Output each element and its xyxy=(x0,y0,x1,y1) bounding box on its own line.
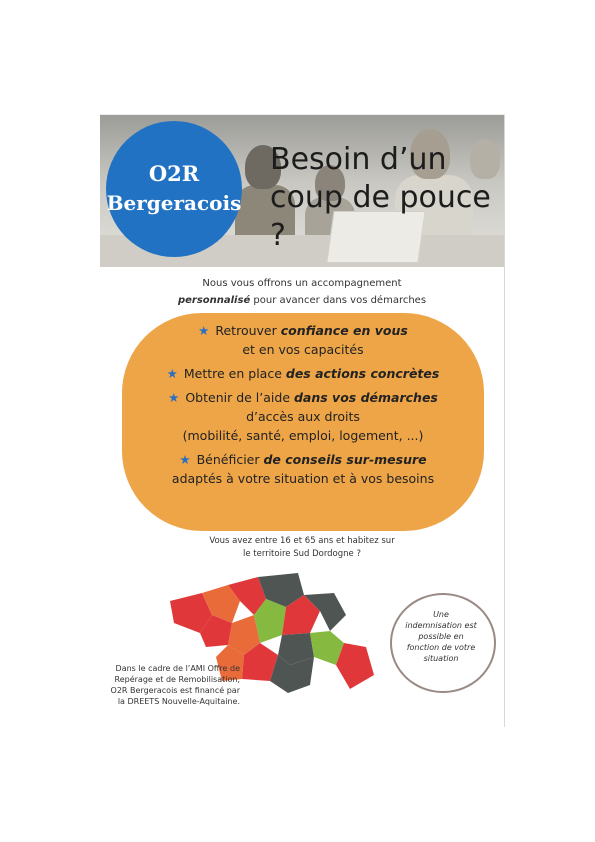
headline-line1: Besoin d’un xyxy=(270,142,447,177)
benefit-item xyxy=(122,450,484,488)
benefit-emphasis: confiance en vous xyxy=(280,323,408,338)
badge-line1: O2R xyxy=(148,161,200,186)
badge-line2: Bergeracois xyxy=(106,191,242,215)
headline xyxy=(270,141,500,255)
header-banner xyxy=(100,115,504,267)
benefit-line3: (mobilité, santé, emploi, logement, ...) xyxy=(182,428,424,443)
benefit-line2: et en vos capacités xyxy=(242,342,364,357)
benefit-text: Mettre en place xyxy=(183,366,286,381)
benefit-emphasis: dans vos démarches xyxy=(293,390,438,405)
benefit-line2: adaptés à votre situation et à vos besoins xyxy=(171,471,435,486)
headline-line2: coup de pouce ? xyxy=(270,180,491,253)
benefit-text: Retrouver xyxy=(215,323,281,338)
indem-line5: situation xyxy=(423,654,459,663)
benefit-item xyxy=(122,321,484,359)
benefit-text: Obtenir de l’aide xyxy=(185,390,294,405)
question-line2: le territoire Sud Dordogne ? xyxy=(243,549,361,559)
flyer xyxy=(100,114,505,727)
intro-rest: pour avancer dans vos démarches xyxy=(250,295,427,306)
star-icon: ★ xyxy=(168,390,180,405)
map-region xyxy=(336,643,374,689)
benefit-item xyxy=(122,388,484,445)
funding-line3: O2R Bergeracois est financé par xyxy=(110,686,240,695)
funding-line2: Repérage et de Remobilisation, xyxy=(114,675,240,684)
funding-line1: Dans le cadre de l’AMI Offre de xyxy=(115,664,240,673)
intro-line1: Nous vous offrons un accompagnement xyxy=(202,278,402,289)
benefit-text: Bénéficier xyxy=(196,452,264,467)
star-icon: ★ xyxy=(179,452,191,467)
o2r-badge xyxy=(106,121,242,257)
benefit-line2: d’accès aux droits xyxy=(246,409,360,424)
funding-line4: la DREETS Nouvelle-Aquitaine. xyxy=(117,697,240,706)
benefit-emphasis: de conseils sur-mesure xyxy=(263,452,427,467)
indemnisation-note xyxy=(396,609,486,664)
intro-text xyxy=(100,275,504,309)
benefit-item xyxy=(122,364,484,383)
funding-notice xyxy=(110,663,240,707)
benefit-emphasis: des actions concrètes xyxy=(285,366,440,381)
indem-line4: fonction de votre xyxy=(406,643,476,652)
star-icon: ★ xyxy=(166,366,178,381)
benefits-list xyxy=(122,321,484,493)
intro-emphasis: personnalisé xyxy=(177,295,251,306)
star-icon: ★ xyxy=(198,323,210,338)
question-line1: Vous avez entre 16 et 65 ans et habitez sur xyxy=(209,536,395,546)
indem-line2: indemnisation est xyxy=(405,621,477,630)
intro-line2 xyxy=(100,292,504,309)
indem-line1: Une xyxy=(433,610,449,619)
indem-line3: possible en xyxy=(418,632,464,641)
eligibility-question xyxy=(100,535,504,561)
